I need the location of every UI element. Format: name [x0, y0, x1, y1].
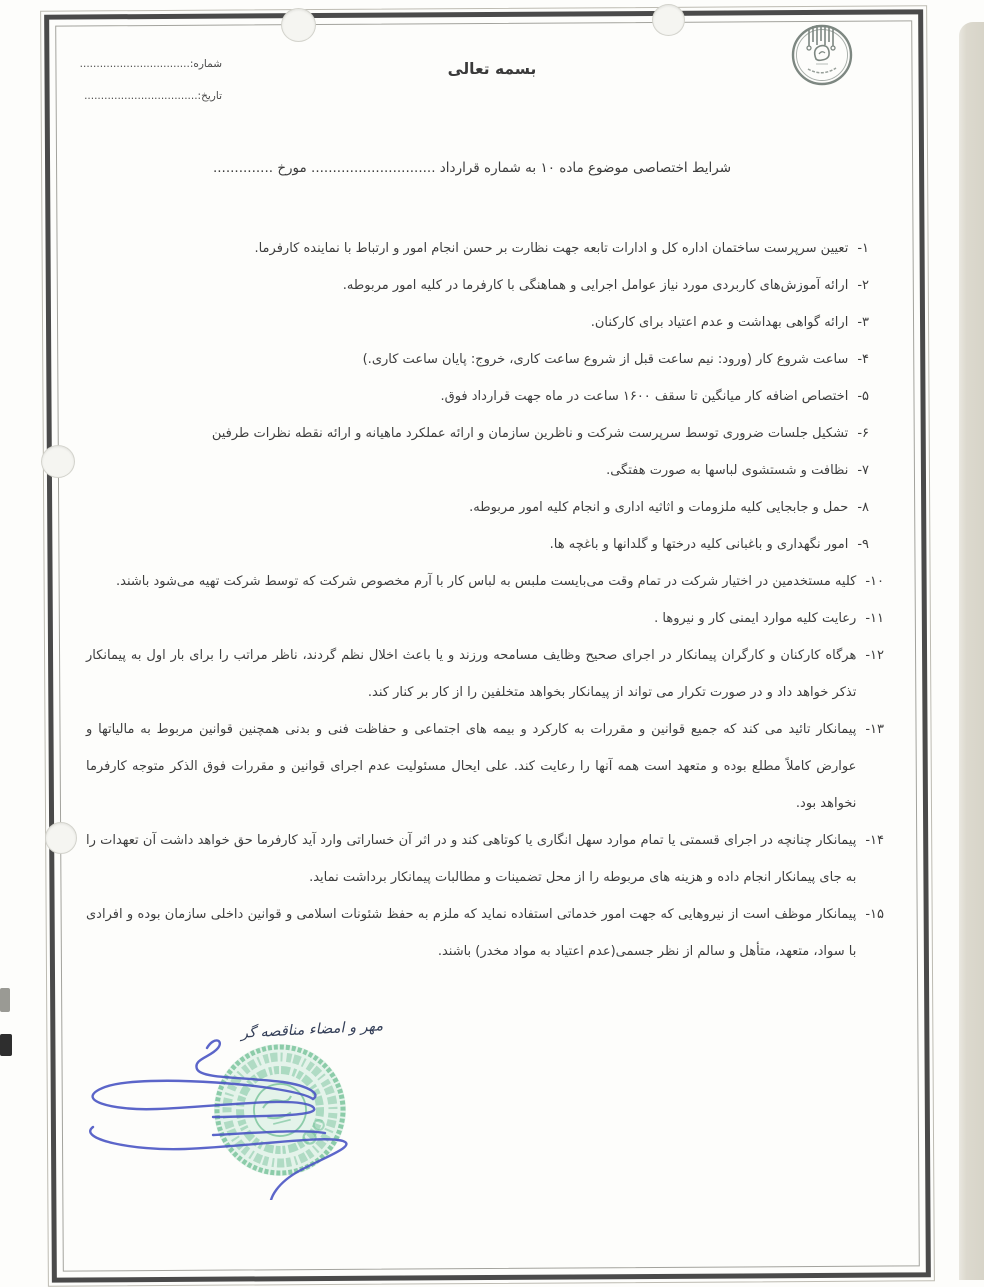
document-title: شرایط اختصاصی موضوع ماده ۱۰ به شماره قرارداد ............................. مورخ ..............	[212, 160, 732, 176]
clause-number: ۳-	[857, 315, 869, 330]
clause-row	[86, 341, 884, 378]
clause-number: ۹-	[857, 537, 869, 552]
organization-emblem-icon	[789, 22, 855, 92]
clause-number: ۱-	[857, 241, 869, 256]
clause-number: ۱۱-	[865, 611, 884, 626]
clause-number: ۱۰-	[865, 574, 884, 589]
clause-row	[86, 563, 884, 600]
clause-row	[86, 415, 884, 452]
clause-row	[86, 267, 884, 304]
clause-text: اختصاص اضافه کار میانگین تا سقف ۱۶۰۰ ساعت در ماه جهت قرارداد فوق.	[440, 389, 849, 404]
clause-number: ۵-	[857, 389, 869, 404]
clause-number: ۴-	[857, 352, 869, 367]
clause-row	[86, 822, 884, 896]
clause-text: رعایت کلیه موارد ایمنی کار و نیروها .	[654, 611, 857, 626]
clause-text: کلیه مستخدمین در اختیار شرکت در تمام وقت می‌بایست ملبس به لباس کار با آرم مخصوص شرکت که توسط شرکت تهیه می‌شود باشند.	[116, 574, 857, 589]
clause-row	[86, 637, 884, 711]
clause-text: پیمانکار چنانچه در اجرای قسمتی یا تمام موارد سهل انگاری یا کوتاهی کند و در اثر آن خساراتی وارد آید کارفرما حق خواهد داشت آن تعهدات را به جای پیمانکار انجام داده و هزینه های مربوطه را از محل تضمینات و مطالبات پیمانکار برداشت نماید.	[86, 833, 857, 885]
clause-text: نظافت و شستشوی لباسها به صورت هفتگی.	[606, 463, 849, 478]
clause-text: تعیین سرپرست ساختمان اداره کل و ادارات تابعه جهت نظارت بر حسن انجام امور و ارتباط با نماینده کارفرما.	[254, 241, 849, 256]
clauses-list	[86, 230, 884, 970]
clause-number: ۷-	[857, 463, 869, 478]
clause-text: ارائه آموزش‌های کاربردی مورد نیاز عوامل اجرایی و هماهنگی با کارفرما در کلیه امور مربوطه.	[342, 278, 849, 293]
signature-label: مهر و امضاء مناقصه گر	[240, 1018, 384, 1042]
clause-number: ۲-	[857, 278, 869, 293]
clause-row	[86, 711, 884, 822]
clause-number: ۶-	[857, 426, 869, 441]
clause-number: ۸-	[857, 500, 869, 515]
clause-row	[86, 526, 884, 563]
clause-text: پیمانکار تائید می کند که جمیع قوانین و مقررات به کارکرد و بیمه های اجتماعی و حفاظت فنی و بدنی همچنین قوانین مربوط به مالیاتها و عوارض کاملاً مطلع بوده و متعهد است همه آنها را رعایت کند. علی ایحال مسئولیت عدم اجرای قوانین و مقررات فوق الذکر متوجه کارفرما نخواهد بود.	[86, 722, 857, 811]
signature-scribble	[60, 1025, 460, 1200]
clause-text: تشکیل جلسات ضروری توسط سرپرست شرکت و ناظرین سازمان و ارائه عملکرد ماهیانه و ارائه نقطه نظرات طرفین	[211, 426, 849, 441]
clause-text: هرگاه کارکنان و کارگران پیمانکار در اجرای صحیح وظایف مسامحه ورزند و یا باعث اخلال نظم گردند، ناظر مراتب را برای بار اول به پیمانکار تذکر خواهد داد و در صورت تکرار می تواند از پیمانکار بخواهد متخلفین را از کار بر کنار کند.	[86, 648, 857, 700]
clause-row	[86, 452, 884, 489]
clause-text: امور نگهداری و باغبانی کلیه درختها و گلدانها و باغچه ها.	[549, 537, 849, 552]
reference-block	[72, 48, 222, 112]
clause-number: ۱۵-	[865, 907, 884, 922]
clause-number: ۱۴-	[865, 833, 884, 848]
clause-row	[86, 304, 884, 341]
clause-number: ۱۳-	[865, 722, 884, 737]
clause-row	[86, 896, 884, 970]
clause-number: ۱۲-	[865, 648, 884, 663]
clause-row	[86, 378, 884, 415]
clause-row	[86, 489, 884, 526]
clause-text: ساعت شروع کار (ورود: نیم ساعت قبل از شروع ساعت کاری، خروج: پایان ساعت کاری.)	[362, 352, 849, 367]
date-field: تاریخ:..................................	[84, 90, 222, 102]
clause-text: پیمانکار موظف است از نیروهایی که جهت امور خدماتی استفاده نماید که ملزم به حفظ شئونات اسلامی و قوانین داخلی سازمان بوده و افرادی با سواد، متعهد، متأهل و سالم از نظر جسمی(عدم اعتیاد به مواد مخدر) باشند.	[86, 907, 857, 959]
clause-text: ارائه گواهی بهداشت و عدم اعتیاد برای کارکنان.	[590, 315, 849, 330]
clause-row	[86, 230, 884, 267]
number-field: شماره:.................................	[79, 58, 222, 70]
clause-text: حمل و جابجایی کلیه ملزومات و اثاثیه اداری و انجام کلیه امور مربوطه.	[469, 500, 849, 515]
bismillah-heading: بسمه تعالی	[447, 60, 537, 78]
clause-row	[86, 600, 884, 637]
